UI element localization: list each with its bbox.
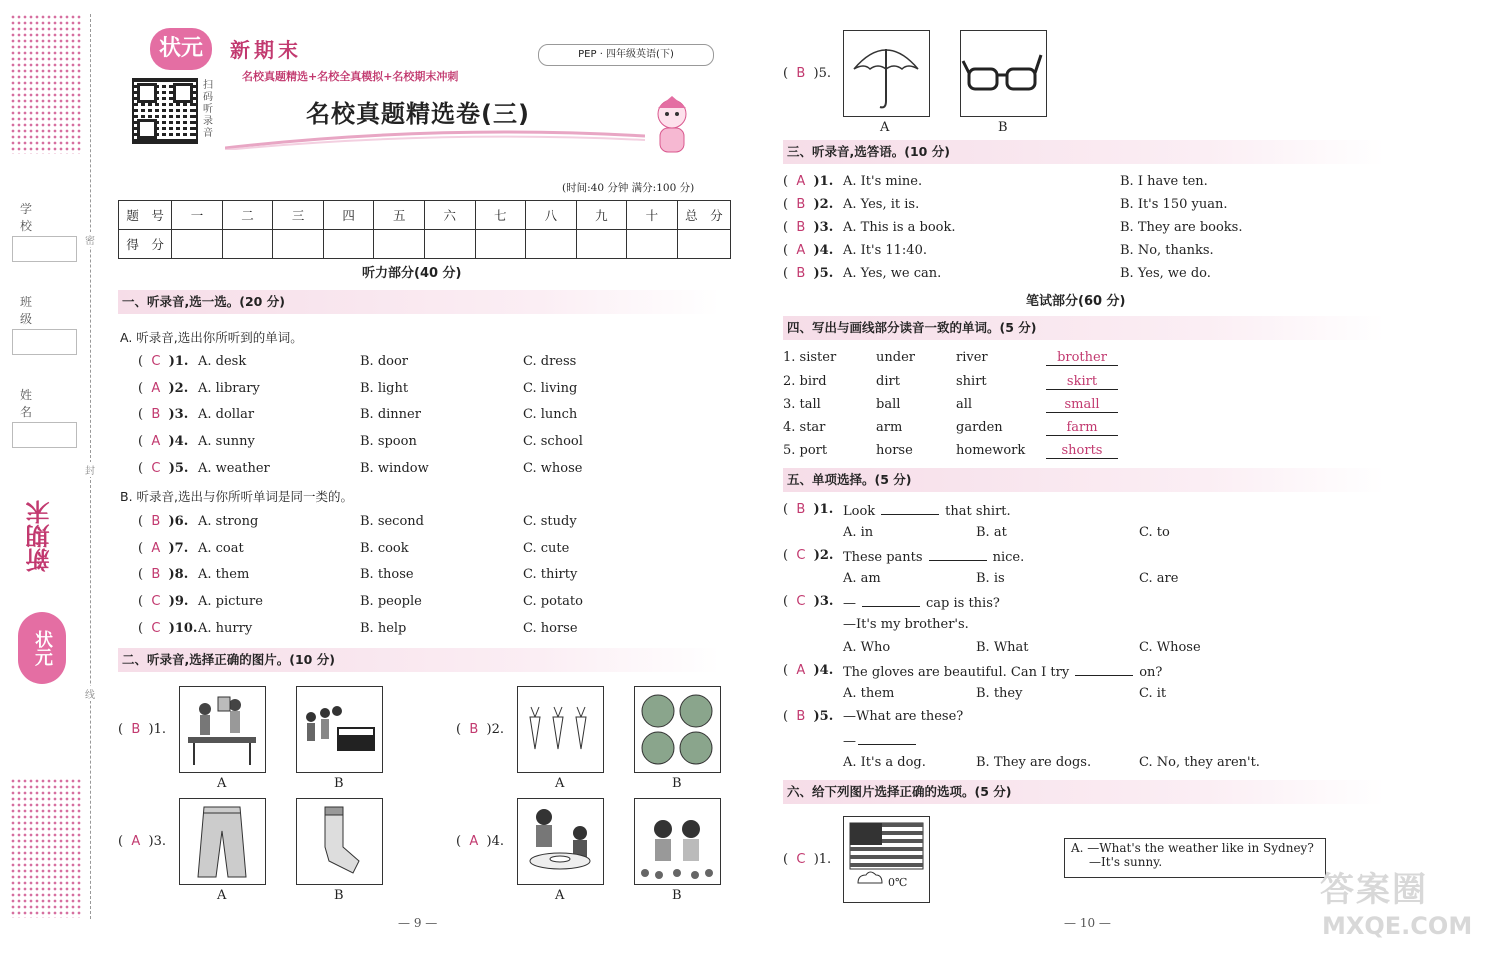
label-a: A xyxy=(555,776,565,791)
stem-text-after: that shirt. xyxy=(945,504,1011,519)
answer: B xyxy=(469,722,479,737)
option-b: B. No, thanks. xyxy=(1120,243,1214,258)
dinner-table-picture[interactable] xyxy=(517,798,604,885)
section-1-title: 一、听录音,选一选。(20 分) xyxy=(118,290,720,314)
answer: C xyxy=(151,354,161,369)
question-answer-slot[interactable]: ( C )2. xyxy=(783,548,834,563)
answer: B xyxy=(796,709,806,724)
school-label: 学 校 xyxy=(20,202,61,233)
written-title: 笔试部分(60 分) xyxy=(1026,294,1126,309)
option-b: B. I have ten. xyxy=(1120,174,1208,189)
score-input-cell[interactable] xyxy=(475,230,526,259)
tomatoes-picture[interactable] xyxy=(634,686,721,773)
score-input-cell[interactable] xyxy=(172,230,223,259)
option-a: A. in xyxy=(843,525,874,540)
question-answer-slot[interactable]: ( A )2. xyxy=(138,381,189,396)
seal-char-1: 密 xyxy=(85,232,95,247)
answer: A xyxy=(469,834,479,849)
score-input-cell[interactable] xyxy=(576,230,627,259)
question-answer-slot[interactable]: ( B )5. xyxy=(783,709,834,724)
question-number: )3. xyxy=(813,594,834,609)
seal-char-2: 封 xyxy=(85,462,95,477)
question-answer-slot[interactable]: ( B )2. xyxy=(783,197,834,212)
question-answer-slot[interactable]: ( B )6. xyxy=(138,514,189,529)
section-6-title: 六、给下列图片选择正确的选项。(5 分) xyxy=(783,780,1385,804)
answer: A xyxy=(131,834,141,849)
question-number: )2. xyxy=(813,197,834,212)
option-b: B. at xyxy=(976,525,1007,540)
option-b: B. people xyxy=(360,594,422,609)
stem-text: Look xyxy=(843,504,876,519)
name-field[interactable] xyxy=(12,386,77,448)
question-number: )4. xyxy=(813,243,834,258)
sec2-q3[interactable]: ( A )3. xyxy=(118,834,166,849)
class-field[interactable] xyxy=(12,293,77,355)
section-1-part-a: A. 听录音,选出你所听到的单词。 xyxy=(120,330,303,345)
question-stem xyxy=(843,548,1024,565)
exam-title: 名校真题精选卷(三) xyxy=(306,100,530,128)
question-answer-slot[interactable]: ( C )9. xyxy=(138,594,189,609)
question-answer-slot[interactable]: ( B )3. xyxy=(783,220,834,235)
answer: B xyxy=(151,407,161,422)
question-number: )2. xyxy=(168,381,189,396)
answer-blank[interactable]: farm xyxy=(1046,420,1118,436)
question-stem xyxy=(843,594,1000,611)
option-c: C. cute xyxy=(523,541,570,556)
option-b: B. those xyxy=(360,567,414,582)
qr-code-icon[interactable] xyxy=(132,78,198,144)
score-header-cell: 四 xyxy=(323,201,374,230)
grade-badge: PEP · 四年级英语(下) xyxy=(538,44,714,66)
answer-blank[interactable]: skirt xyxy=(1046,374,1118,390)
question-answer-slot[interactable]: ( B )8. xyxy=(138,567,189,582)
answer: B xyxy=(131,722,141,737)
question-answer-slot[interactable]: ( B )3. xyxy=(138,407,189,422)
question-number: )9. xyxy=(168,594,189,609)
umbrella-picture[interactable] xyxy=(843,30,930,117)
listening-title: 听力部分(40 分) xyxy=(362,266,462,281)
line-2-text: — xyxy=(843,734,856,749)
score-input-cell[interactable] xyxy=(273,230,324,259)
option-a: A. am xyxy=(843,571,881,586)
answer: B xyxy=(151,567,161,582)
answer: A xyxy=(796,663,806,678)
score-input-cell[interactable] xyxy=(677,230,730,259)
score-input-cell[interactable] xyxy=(374,230,425,259)
question-answer-slot[interactable]: ( A )4. xyxy=(138,434,189,449)
question-answer-slot[interactable]: ( A )4. xyxy=(783,663,834,678)
section-4-title: 四、写出与画线部分读音一致的单词。(5 分) xyxy=(783,316,1385,340)
question-number: )4. xyxy=(168,434,189,449)
fill-blank[interactable] xyxy=(881,502,939,515)
answer: B xyxy=(796,197,806,212)
question-answer-slot[interactable]: ( A )4. xyxy=(783,243,834,258)
option-c: C. horse xyxy=(523,621,578,636)
question-stem xyxy=(843,709,963,724)
line-2-text: —It's my brother's. xyxy=(843,617,969,632)
answer: B xyxy=(796,266,806,281)
pants-picture[interactable] xyxy=(179,798,266,885)
answer: A xyxy=(796,174,806,189)
score-header-cell: 二 xyxy=(222,201,273,230)
option-a: A. Who xyxy=(843,640,891,655)
sec6-q1[interactable]: ( C )1. xyxy=(783,852,832,867)
option-c: C. whose xyxy=(523,461,583,476)
option-c: C. it xyxy=(1139,686,1167,701)
score-header-cell: 八 xyxy=(526,201,577,230)
mascot-icon xyxy=(642,92,702,158)
question-answer-slot[interactable]: ( C )10. xyxy=(138,621,198,636)
option-a: A. It's a dog. xyxy=(843,755,926,770)
answer: C xyxy=(796,852,806,867)
word-2: under xyxy=(876,350,915,365)
answer: B xyxy=(151,514,161,529)
question-answer-slot[interactable]: ( A )1. xyxy=(783,174,834,189)
option-a: A. them xyxy=(843,686,895,701)
word-1: 5. port xyxy=(783,443,828,458)
option-b: B. cook xyxy=(360,541,409,556)
score-header-cell: 六 xyxy=(424,201,475,230)
answer: A xyxy=(151,541,161,556)
answer: C xyxy=(796,594,806,609)
score-header-cell: 七 xyxy=(475,201,526,230)
option-c: C. are xyxy=(1139,571,1179,586)
option-b: B. It's 150 yuan. xyxy=(1120,197,1228,212)
option-a-line1: A. —What's the weather like in Sydney? xyxy=(1071,841,1314,855)
word-3: shirt xyxy=(956,374,987,389)
vertical-brand-logo: 状元 xyxy=(18,612,66,684)
score-input-cell[interactable] xyxy=(424,230,475,259)
answer-blank[interactable]: brother xyxy=(1046,350,1118,366)
score-header-cell: 三 xyxy=(273,201,324,230)
score-header-cell: 题 号 xyxy=(119,201,172,230)
option-c: C. lunch xyxy=(523,407,578,422)
option-a: A. Yes, we can. xyxy=(843,266,942,281)
option-b: B. door xyxy=(360,354,409,369)
score-input-cell[interactable] xyxy=(627,230,678,259)
option-c: C. Whose xyxy=(1139,640,1201,655)
score-input-cell[interactable] xyxy=(323,230,374,259)
word-3: garden xyxy=(956,420,1003,435)
students-piano-picture[interactable] xyxy=(296,686,383,773)
score-header-cell: 九 xyxy=(576,201,627,230)
vertical-brand-title: 新期末 xyxy=(26,500,54,572)
option-a: A. library xyxy=(198,381,260,396)
question-number: )2. xyxy=(813,548,834,563)
section-1-part-b: B. 听录音,选出与你所听单词是同一类的。 xyxy=(120,489,353,504)
stem-text: — xyxy=(843,596,856,611)
brand-subtitle: 名校真题精选+名校全真模拟+名校期末冲刺 xyxy=(242,70,459,83)
word-1: 4. star xyxy=(783,420,826,435)
dot-pattern-bottom xyxy=(10,778,82,918)
question-number: )3. xyxy=(168,407,189,422)
question-number: )5. xyxy=(813,266,834,281)
brand-title: 新期末 xyxy=(230,38,302,62)
dot-pattern-top xyxy=(10,14,82,154)
label-a: A xyxy=(217,776,227,791)
label-b: B xyxy=(672,776,682,791)
flag-weather-picture[interactable] xyxy=(843,816,930,903)
answer-blank[interactable]: small xyxy=(1046,397,1118,413)
option-a: A. dollar xyxy=(198,407,255,422)
answer: C xyxy=(796,548,806,563)
sec2-q2[interactable]: ( B )2. xyxy=(456,722,505,737)
word-2: arm xyxy=(876,420,903,435)
question-number: )10. xyxy=(168,621,198,636)
word-3: all xyxy=(956,397,973,412)
stem-text-after: nice. xyxy=(992,550,1025,565)
option-a: A. picture xyxy=(198,594,263,609)
question-answer-slot[interactable]: ( B )5. xyxy=(783,266,834,281)
option-b: B. Yes, we do. xyxy=(1120,266,1211,281)
carrots-picture[interactable] xyxy=(517,686,604,773)
option-b: B. light xyxy=(360,381,409,396)
word-1: 1. sister xyxy=(783,350,837,365)
brand-logo: 状元 xyxy=(150,28,212,70)
fill-blank[interactable] xyxy=(858,732,916,745)
class-label: 班 级 xyxy=(20,295,61,326)
option-c: C. study xyxy=(523,514,577,529)
score-header-cell: 五 xyxy=(374,201,425,230)
option-a: A. hurry xyxy=(198,621,253,636)
score-header-cell: 总 分 xyxy=(677,201,730,230)
seal-char-3: 线 xyxy=(85,686,95,701)
time-info: (时间:40 分钟 满分:100 分) xyxy=(562,182,695,194)
title-swoosh xyxy=(225,128,645,150)
option-a: A. weather xyxy=(198,461,270,476)
page-number-right: — 10 — xyxy=(1064,916,1111,930)
question-number: )1. xyxy=(168,354,189,369)
question-number: )7. xyxy=(168,541,189,556)
school-field[interactable] xyxy=(12,200,77,262)
score-table xyxy=(118,200,731,259)
label-b: B xyxy=(334,776,344,791)
word-2: ball xyxy=(876,397,901,412)
option-c: C. potato xyxy=(523,594,583,609)
glasses-picture[interactable] xyxy=(960,30,1047,117)
answer: B xyxy=(796,220,806,235)
stem-text: These pants xyxy=(843,550,923,565)
question-number: )5. xyxy=(813,709,834,724)
option-c: C. dress xyxy=(523,354,577,369)
section-3-title: 三、听录音,选答语。(10 分) xyxy=(783,140,1385,164)
option-a: A. It's 11:40. xyxy=(843,243,927,258)
question-stem xyxy=(843,663,1162,680)
sec6-option-a[interactable] xyxy=(1064,838,1326,878)
option-b: B. They are books. xyxy=(1120,220,1243,235)
score-header-cell: 十 xyxy=(627,201,678,230)
question-number: )5. xyxy=(168,461,189,476)
option-c: C. thirty xyxy=(523,567,578,582)
word-1: 2. bird xyxy=(783,374,827,389)
watermark-bottom: MXQE.COM xyxy=(1322,912,1473,940)
answer: B xyxy=(796,502,806,517)
score-input-cell[interactable] xyxy=(526,230,577,259)
score-header-cell: 一 xyxy=(172,201,223,230)
sec2-q5[interactable]: ( B )5. xyxy=(783,66,832,81)
question-line-2 xyxy=(843,732,916,749)
option-b: B. What xyxy=(976,640,1029,655)
question-number: )3. xyxy=(813,220,834,235)
question-answer-slot[interactable]: ( C )3. xyxy=(783,594,834,609)
watermark-top: 答案圈 xyxy=(1320,870,1428,910)
qr-note: 扫码听录音 xyxy=(203,80,213,139)
question-number: )8. xyxy=(168,567,189,582)
question-answer-slot[interactable]: ( B )1. xyxy=(783,502,834,517)
word-2: horse xyxy=(876,443,913,458)
option-b: B. is xyxy=(976,571,1005,586)
question-stem xyxy=(843,502,1011,519)
option-a: A. desk xyxy=(198,354,247,369)
question-number: )6. xyxy=(168,514,189,529)
option-a: A. It's mine. xyxy=(843,174,923,189)
option-b: B. window xyxy=(360,461,429,476)
label-a: A xyxy=(555,888,565,903)
page-number-left: — 9 — xyxy=(398,916,438,930)
question-number: )4. xyxy=(813,663,834,678)
option-c: C. school xyxy=(523,434,583,449)
stem-text-after: cap is this? xyxy=(926,596,1000,611)
option-b: B. They are dogs. xyxy=(976,755,1092,770)
label-a: A xyxy=(217,888,227,903)
temperature-label: 0℃ xyxy=(888,876,908,889)
stem-text: —What are these? xyxy=(843,709,964,724)
section-2-title: 二、听录音,选择正确的图片。(10 分) xyxy=(118,648,720,672)
option-a: A. Yes, it is. xyxy=(843,197,920,212)
kids-garden-picture[interactable] xyxy=(634,798,721,885)
question-line-2 xyxy=(843,617,969,632)
fill-blank[interactable] xyxy=(929,548,987,561)
option-b: B. dinner xyxy=(360,407,421,422)
fill-blank[interactable] xyxy=(862,594,920,607)
answer: C xyxy=(151,621,161,636)
classroom-people-picture[interactable] xyxy=(179,686,266,773)
section-5-title: 五、单项选择。(5 分) xyxy=(783,468,1385,492)
name-label: 姓 名 xyxy=(20,388,61,419)
question-answer-slot[interactable]: ( A )7. xyxy=(138,541,189,556)
answer: C xyxy=(151,594,161,609)
word-3: river xyxy=(956,350,988,365)
sec2-q4[interactable]: ( A )4. xyxy=(456,834,504,849)
answer: C xyxy=(151,461,161,476)
sec2-q1[interactable]: ( B )1. xyxy=(118,722,167,737)
label-b: B xyxy=(998,120,1008,135)
score-row-label: 得 分 xyxy=(119,230,172,259)
answer: A xyxy=(151,434,161,449)
option-c: C. to xyxy=(1139,525,1170,540)
stem-text-after: on? xyxy=(1139,665,1163,680)
answer-blank[interactable]: shorts xyxy=(1046,443,1118,459)
question-number: )1. xyxy=(813,502,834,517)
option-b: B. they xyxy=(976,686,1023,701)
option-a: A. coat xyxy=(198,541,244,556)
score-input-row xyxy=(119,230,731,259)
question-number: )1. xyxy=(813,174,834,189)
option-c: C. living xyxy=(523,381,578,396)
word-1: 3. tall xyxy=(783,397,821,412)
label-a: A xyxy=(880,120,890,135)
stem-text: The gloves are beautiful. Can I try xyxy=(843,665,1070,680)
option-a: A. sunny xyxy=(198,434,255,449)
word-3: homework xyxy=(956,443,1026,458)
answer: B xyxy=(796,66,806,81)
question-answer-slot[interactable]: ( C )1. xyxy=(138,354,189,369)
word-2: dirt xyxy=(876,374,900,389)
option-b: B. help xyxy=(360,621,407,636)
option-b: B. spoon xyxy=(360,434,417,449)
option-b: B. second xyxy=(360,514,424,529)
socks-picture[interactable] xyxy=(296,798,383,885)
answer: A xyxy=(151,381,161,396)
option-c: C. No, they aren't. xyxy=(1139,755,1260,770)
option-a: A. strong xyxy=(198,514,259,529)
option-a: A. This is a book. xyxy=(843,220,956,235)
label-b: B xyxy=(672,888,682,903)
fill-blank[interactable] xyxy=(1075,663,1133,676)
answer: A xyxy=(796,243,806,258)
option-a: A. them xyxy=(198,567,250,582)
score-input-cell[interactable] xyxy=(222,230,273,259)
question-answer-slot[interactable]: ( C )5. xyxy=(138,461,189,476)
option-a-line2: —It's sunny. xyxy=(1089,855,1163,869)
label-b: B xyxy=(334,888,344,903)
score-header-row xyxy=(119,201,731,230)
